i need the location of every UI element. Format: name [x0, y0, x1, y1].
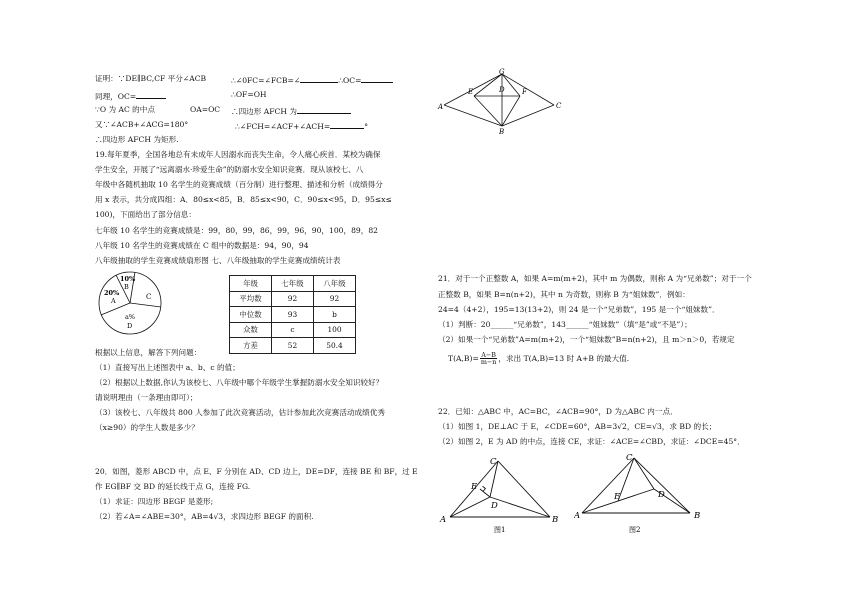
proof-line-4-right: ∴∠FCH=∠ACF+∠ACH= °	[235, 122, 368, 131]
table-cell: 100	[314, 322, 356, 338]
table-row	[230, 338, 356, 354]
q19-captions: 八年级抽取的学生竞赛成绩扇形图 七、八年级抽取的学生竞赛成绩统计表	[95, 256, 341, 265]
q19-line: 年级中各随机抽取 10 名学生的竞赛成绩（百分制）进行整理、描述和分析（成绩得分	[95, 180, 383, 189]
pie-slice-label-d: D	[127, 322, 133, 330]
proof-line-2-right: ∴OF=OH	[231, 90, 267, 99]
pie-slice-label-a: A	[111, 297, 116, 305]
q19-line: 19.每年夏季，全国各地总有未成年人因溺水而丧失生命，令人痛心疾首．某校为确保	[95, 150, 381, 159]
pie-slice-label-d-pct: a%	[125, 313, 136, 321]
fig1-label-c: C	[490, 457, 497, 467]
table-cell: 平均数	[230, 291, 272, 307]
formula-numerator: A−B	[481, 351, 496, 359]
table-cell: 中位数	[230, 307, 272, 323]
formula-fraction	[480, 352, 498, 366]
table-cell: 52	[272, 338, 314, 354]
stats-table	[229, 275, 356, 354]
table-cell: 92	[272, 291, 314, 307]
q19-line: 学生安全，开展了“远离溺水·珍爱生命”的防溺水安全知识竞赛．现从该校七、八	[95, 165, 364, 174]
rhombus-label-b: B	[499, 128, 505, 134]
pie-slice-label-a-pct: 20%	[104, 289, 120, 297]
rhombus-label-f: F	[522, 88, 527, 96]
triangle-figure-1	[436, 455, 571, 533]
formula-right: ，求出 T(A,B)=13 时 A+B 的最大值.	[498, 353, 630, 363]
rhombus-figure	[436, 68, 566, 134]
q21-line: 正整数 B，如果 B=n(n+2)，其中 n 为奇数，则称 B 为“姐妹数”．例如：	[438, 290, 690, 299]
rhombus-label-a: A	[438, 103, 444, 111]
q21-line: 21．对于一个正整数 A，如果 A=m(m+2)，其中 m 为偶数，则称 A 为“兄弟数”；对于一个	[438, 274, 752, 283]
q19-task-line: 请说明理由（一条理由即可）；	[95, 393, 198, 402]
pie-chart	[92, 270, 172, 336]
q20-line: 作 EG∥BF 交 BD 的延长线于点 G，连接 FG.	[95, 482, 251, 491]
proof-line-1-right: ∴∠0FC=∠FCB=∠ ∴OC=	[231, 75, 393, 85]
fig1-caption: 图1	[494, 526, 506, 533]
table-cell: 众数	[230, 322, 272, 338]
rhombus-label-e: E	[468, 88, 474, 96]
proof-line-4: 又∵∠ACB+∠ACG=180°	[95, 120, 189, 129]
triangle-figure-2	[574, 450, 714, 534]
pie-slice-label-c: C	[146, 293, 152, 301]
formula-left: T(A,B)=	[448, 353, 479, 363]
fig2-label-c: C	[626, 453, 633, 463]
q19-task-line: （3）该校七、八年级共 800 人参加了此次竞赛活动，估计参加此次竞赛活动成绩优秀	[95, 408, 385, 417]
fig1-label-e: E	[471, 482, 478, 492]
fig2-caption: 图2	[629, 526, 641, 534]
table-cell: 93	[272, 307, 314, 323]
fig2-label-e: E	[614, 492, 621, 502]
table-cell: c	[272, 322, 314, 338]
q20-line: 20．如图，菱形 ABCD 中，点 E、F 分别在 AD、CD 边上，DE=DF，连接 BE 和 BF，过 E	[95, 467, 418, 476]
table-cell: 50.4	[314, 338, 356, 354]
pie-slice-label-b-pct: 10%	[120, 275, 136, 283]
table-row	[230, 307, 356, 323]
q20-line: （2）若∠A=∠ABE=30°，AB=4√3，求四边形 BEGF 的面积.	[95, 512, 314, 521]
table-header-cell: 年级	[230, 276, 272, 292]
q19-task-line: （x≥90）的学生人数是多少？	[95, 423, 199, 432]
fig1-label-b: B	[552, 515, 559, 525]
q22-line: 22．已知：△ABC 中，AC=BC，∠ACB=90°，D 为△ABC 内一点．	[438, 407, 678, 416]
proof-line-5: ∴四边形 AFCH 为矩形.	[95, 135, 179, 144]
proof-line-3: ∵O 为 AC 的中点	[95, 105, 155, 114]
fig2-label-b: B	[694, 511, 701, 521]
q22-line: （2）如图 2，E 为 AD 的中点，连接 CE，求证：∠ACE=∠CBD，求证：∠DCE=45°．	[438, 437, 745, 446]
table-header-cell: 七年级	[272, 276, 314, 292]
table-header-row	[230, 276, 356, 292]
q20-line: （1）求证：四边形 BEGF 是菱形;	[95, 497, 214, 506]
table-row	[230, 291, 356, 307]
q21-line: （1）判断：20______“兄弟数”，143______“姐妹数”（填“是”或“不是”）；	[438, 320, 692, 329]
table-header-cell: 八年级	[314, 276, 356, 292]
table-cell: b	[314, 307, 356, 323]
q21-formula	[448, 352, 629, 366]
fig2-label-a: A	[574, 511, 581, 521]
q19-task-line: （2）根据以上数据,你认为该校七、八年级中哪个年级学生掌握防溺水安全知识较好？	[95, 378, 384, 387]
rhombus-label-g: G	[499, 68, 505, 76]
q19-task-line: 根据以上信息，解答下列问题：	[95, 348, 202, 357]
rhombus-label-c: C	[556, 102, 562, 110]
q19-task-line: （1）直接写出上述图表中 a、b、c 的值；	[95, 363, 240, 372]
fig1-label-a: A	[440, 515, 447, 525]
table-row	[230, 322, 356, 338]
formula-denominator: m−n	[480, 358, 497, 367]
table-cell: 方差	[230, 338, 272, 354]
rhombus-label-d: D	[499, 86, 505, 94]
q21-line: （2）如果一个“兄弟数”A=m(m+2)，一个“姐妹数”B=n(n+2)，且 m＞n＞0，若规定	[438, 335, 735, 344]
fig1-label-d: D	[491, 501, 498, 511]
proof-line-3-mid: OA=OC	[190, 105, 221, 114]
q19-line: 用 x 表示，共分成四组：A．80≤x<85，B．85≤x<90，C．90≤x<95，D．95≤x≤	[95, 195, 392, 204]
q22-line: （1）如图 1，DE⊥AC 于 E，∠CDE=60°，AB=3√2，CE=√3，求 BD 的长；	[438, 422, 717, 431]
q19-grade7-scores: 七年级 10 名学生的竞赛成绩是：99，80，99，86，99，96，90，100，89，82	[95, 226, 379, 235]
q19-line: 100)，下面给出了部分信息：	[95, 210, 196, 219]
q19-grade8-scores: 八年级 10 名学生的竞赛成绩在 C 组中的数据是：94，90，94	[95, 241, 309, 250]
proof-line-1: 证明：∵DE∥BC,CF 平分∠ACB	[95, 74, 207, 83]
table-cell: 92	[314, 291, 356, 307]
proof-line-2: 同理，OC=	[95, 91, 166, 101]
fig2-label-d: D	[658, 490, 665, 500]
q21-line: 24=4（4+2），195=13(13+2)，则 24 是一个“兄弟数”，195 是一个“姐妹数”．	[438, 305, 720, 314]
proof-line-3-right: ∴四边形 AFCH 为	[231, 106, 351, 116]
pie-slice-label-b: B	[124, 283, 129, 291]
